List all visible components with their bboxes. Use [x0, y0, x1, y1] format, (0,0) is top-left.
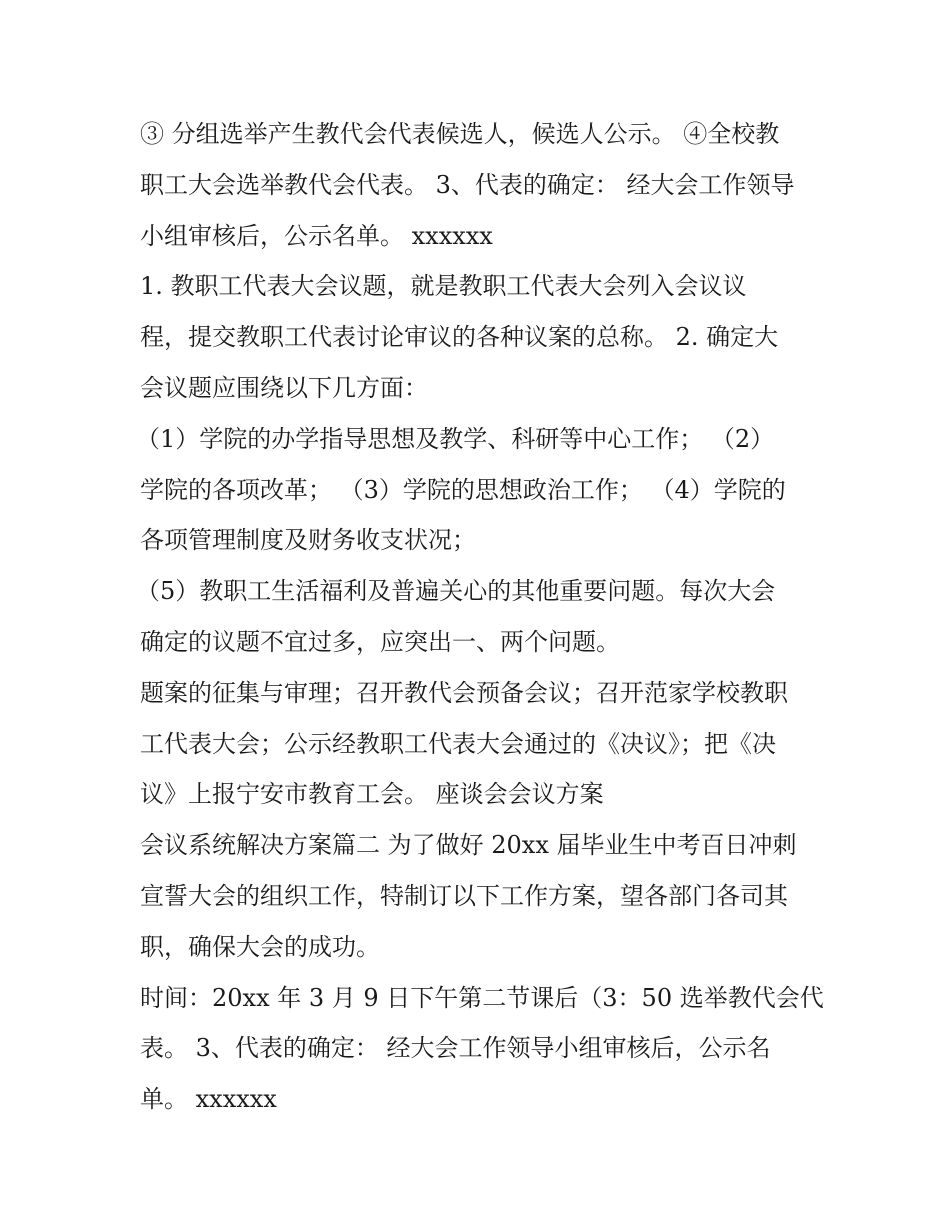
text-line: 程，提交教职工代表讨论审议的各种议案的总称。 2. 确定大 [140, 323, 779, 352]
text-line: 时间：20xx 年 3 月 9 日下午第二节课后（3：50 选举教代会代 [140, 983, 824, 1012]
text-line: 会议系统解决方案篇二 为了做好 20xx 届毕业生中考百日冲刺 [140, 831, 797, 860]
paragraph-schedule [140, 973, 824, 1125]
text-line: 工代表大会；公示经教职工代表大会通过的《决议》；把《决 [140, 729, 776, 758]
paragraph-meeting-solution [140, 820, 820, 972]
paragraph-agenda-definition [140, 261, 820, 413]
text-line: ③ 分组选举产生教代会代表候选人，候选人公示。 ④全校教 [140, 120, 780, 148]
text-line: 议》上报宁安市教育工会。 座谈会会议方案 [140, 780, 604, 809]
text-line: （1）学院的办学指导思想及教学、科研等中心工作； （2） [136, 424, 775, 453]
text-line: 学院的各项改革； （3）学院的思想政治工作； （4）学院的 [140, 475, 786, 504]
paragraph-proposal-review [140, 668, 820, 820]
text-line: 小组审核后，公示名单。 xxxxxx [140, 221, 493, 250]
text-line: 1. 教职工代表大会议题，就是教职工代表大会列入会议议 [140, 272, 747, 301]
text-line: 职，确保大会的成功。 [140, 932, 380, 961]
text-line: 单。 xxxxxx [140, 1085, 277, 1114]
paragraph-election-process [140, 109, 820, 261]
document-body [136, 109, 824, 1125]
paragraph-agenda-items [136, 414, 820, 566]
text-line: 宣誓大会的组织工作，特制订以下工作方案，望各部门各司其 [140, 881, 788, 910]
text-line: （5）教职工生活福利及普遍关心的其他重要问题。每次大会 [136, 577, 776, 606]
text-line: 会议题应围绕以下几方面： [140, 373, 428, 402]
text-line: 表。 3、代表的确定： 经大会工作领导小组审核后，公示名 [140, 1034, 771, 1063]
text-line: 职工大会选举教代会代表。 3、代表的确定： 经大会工作领导 [140, 170, 795, 199]
paragraph-welfare-issues [136, 566, 820, 668]
text-line: 题案的征集与审理；召开教代会预备会议；召开范家学校教职 [140, 678, 788, 707]
text-line: 确定的议题不宜过多，应突出一、两个问题。 [140, 627, 620, 656]
text-line: 各项管理制度及财务收支状况； [140, 526, 476, 555]
